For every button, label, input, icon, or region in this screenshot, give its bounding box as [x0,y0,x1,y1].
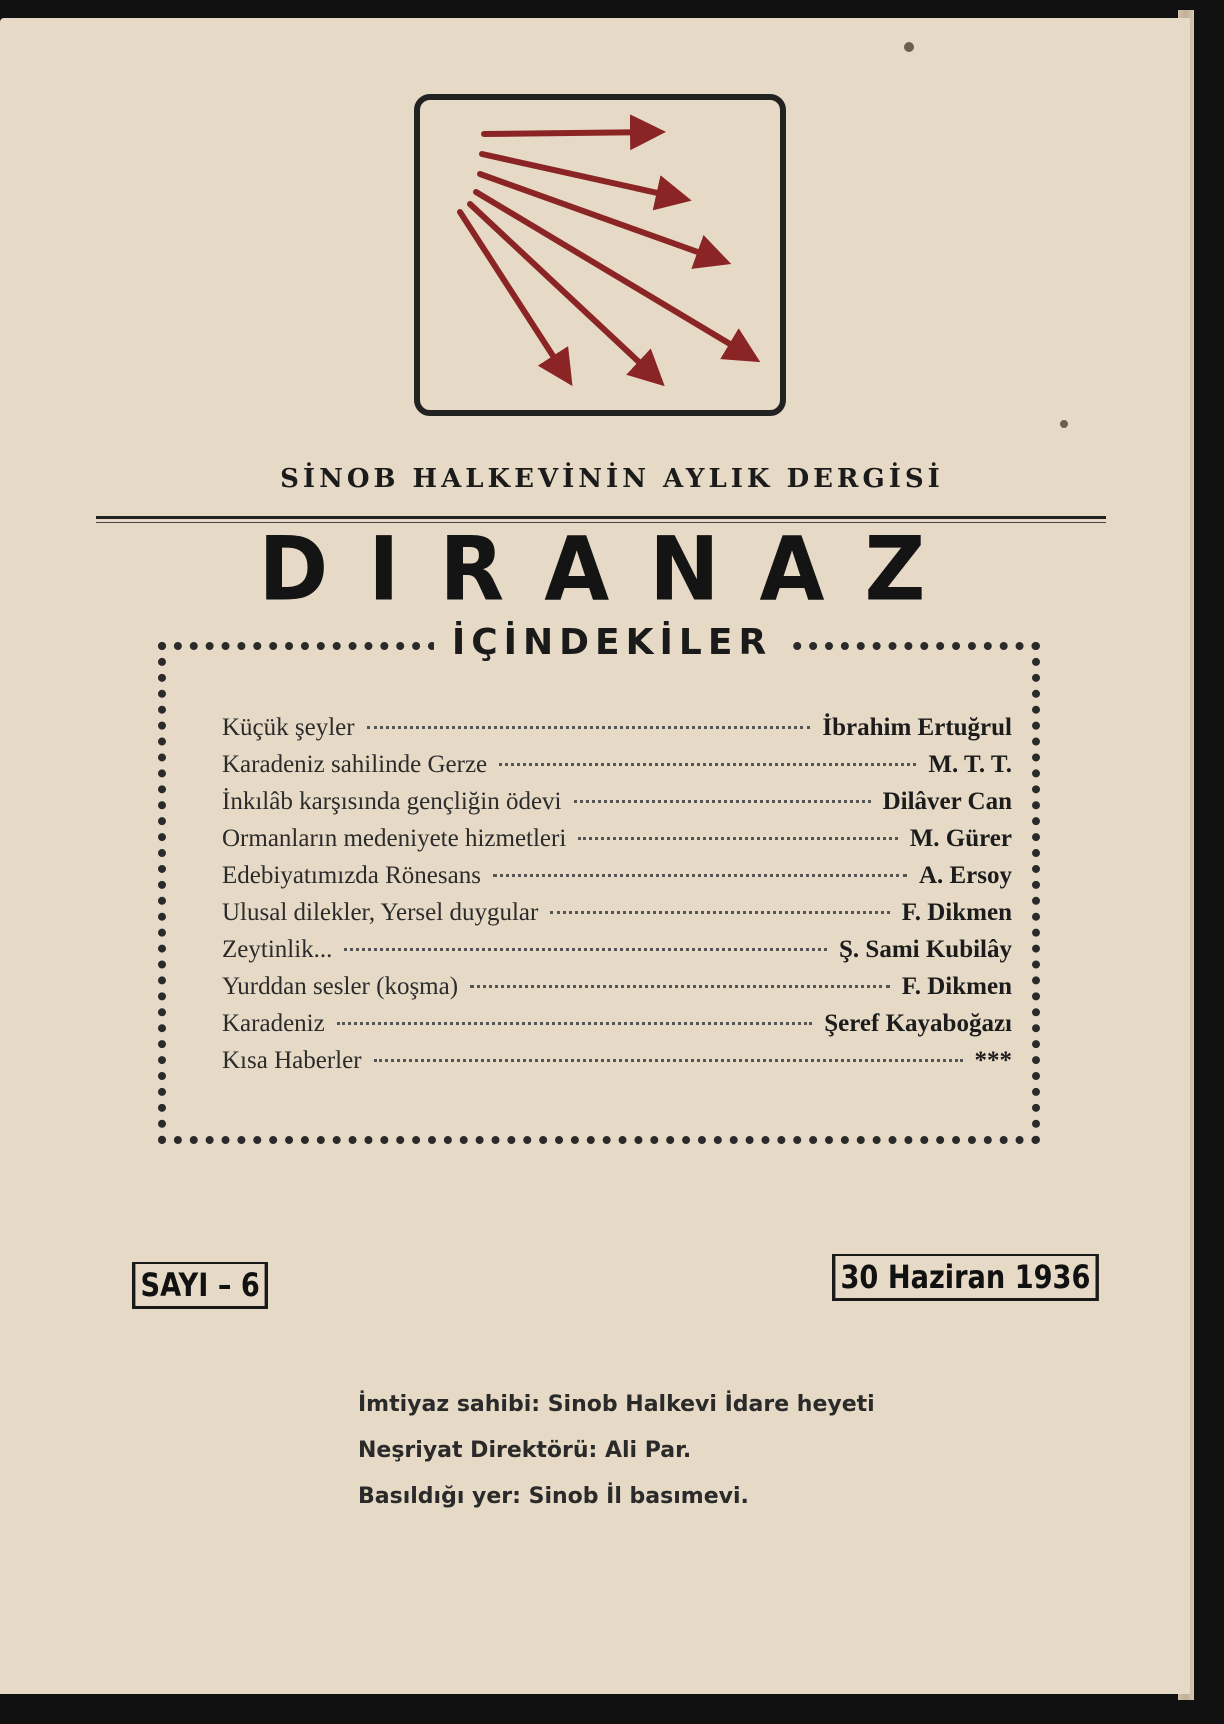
toc-item-title: Karadeniz [222,1010,325,1037]
toc-item-title: Zeytinlik... [222,936,333,963]
leader-dots [344,948,827,951]
toc-item [222,899,1012,936]
toc-item-title: Ormanların medeniyete hizmetleri [222,825,567,852]
toc-item-author: İbrahim Ertuğrul [822,714,1012,741]
toc-item-author: F. Dikmen [901,899,1012,926]
imprint-director: Neşriyat Direktörü: Ali Par. [358,1438,692,1463]
imprint-printer: Basıldığı yer: Sinob İl basımevi. [358,1484,749,1509]
ink-spot [1060,420,1068,428]
toc-heading [0,622,1224,663]
leader-dots [493,874,907,877]
toc-item-author: Şeref Kayaboğazı [824,1010,1012,1037]
leader-dots [499,763,916,766]
magazine-cover [0,18,1190,1694]
leader-dots [550,911,889,914]
toc-item [222,825,1012,862]
toc-item-title: Küçük şeyler [222,714,355,741]
leader-dots [470,985,890,988]
toc-item-author: A. Ersoy [918,862,1012,889]
leader-dots [578,837,897,840]
toc-item-title: Yurddan sesler (koşma) [222,973,459,1000]
toc-item-author: F. Dikmen [901,973,1012,1000]
toc-item-author: Ş. Sami Kubilây [839,936,1012,963]
leader-dots [367,726,811,729]
toc-item-author: *** [974,1047,1012,1074]
six-arrows-emblem [414,94,786,416]
toc-item-author: Dilâver Can [882,788,1012,815]
toc-item [222,1047,1012,1084]
toc-item-title: Karadeniz sahilinde Gerze [222,751,488,778]
leader-dots [374,1059,963,1062]
six-arrows-icon [420,100,780,410]
toc-item-author: M. Gürer [909,825,1012,852]
toc-item-title: İnkılâb karşısında gençliğin ödevi [222,788,562,815]
imprint-owner: İmtiyaz sahibi: Sinob Halkevi İdare heyeti [358,1392,875,1417]
magazine-subtitle: SİNOB HALKEVİNİN AYLIK DERGİSİ [280,464,944,494]
issue-date-box: 30 Haziran 1936 [832,1254,1099,1301]
toc-heading-text: İÇİNDEKİLER [434,622,790,663]
toc-list [222,714,1012,1084]
leader-dots [337,1022,813,1025]
toc-item-author: M. T. T. [928,751,1012,778]
toc-item [222,862,1012,899]
imprint-block [358,1382,875,1520]
ink-spot [904,42,914,52]
toc-item [222,751,1012,788]
toc-item [222,714,1012,751]
toc-item [222,788,1012,825]
leader-dots [574,800,871,803]
toc-item-title: Kısa Haberler [222,1047,362,1074]
toc-item [222,936,1012,973]
magazine-title: DIRANAZ [258,517,966,621]
toc-item [222,1010,1012,1047]
toc-item-title: Ulusal dilekler, Yersel duygular [222,899,539,926]
issue-number-box: SAYI – 6 [132,1262,268,1309]
toc-item [222,973,1012,1010]
toc-item-title: Edebiyatımızda Rönesans [222,862,481,889]
